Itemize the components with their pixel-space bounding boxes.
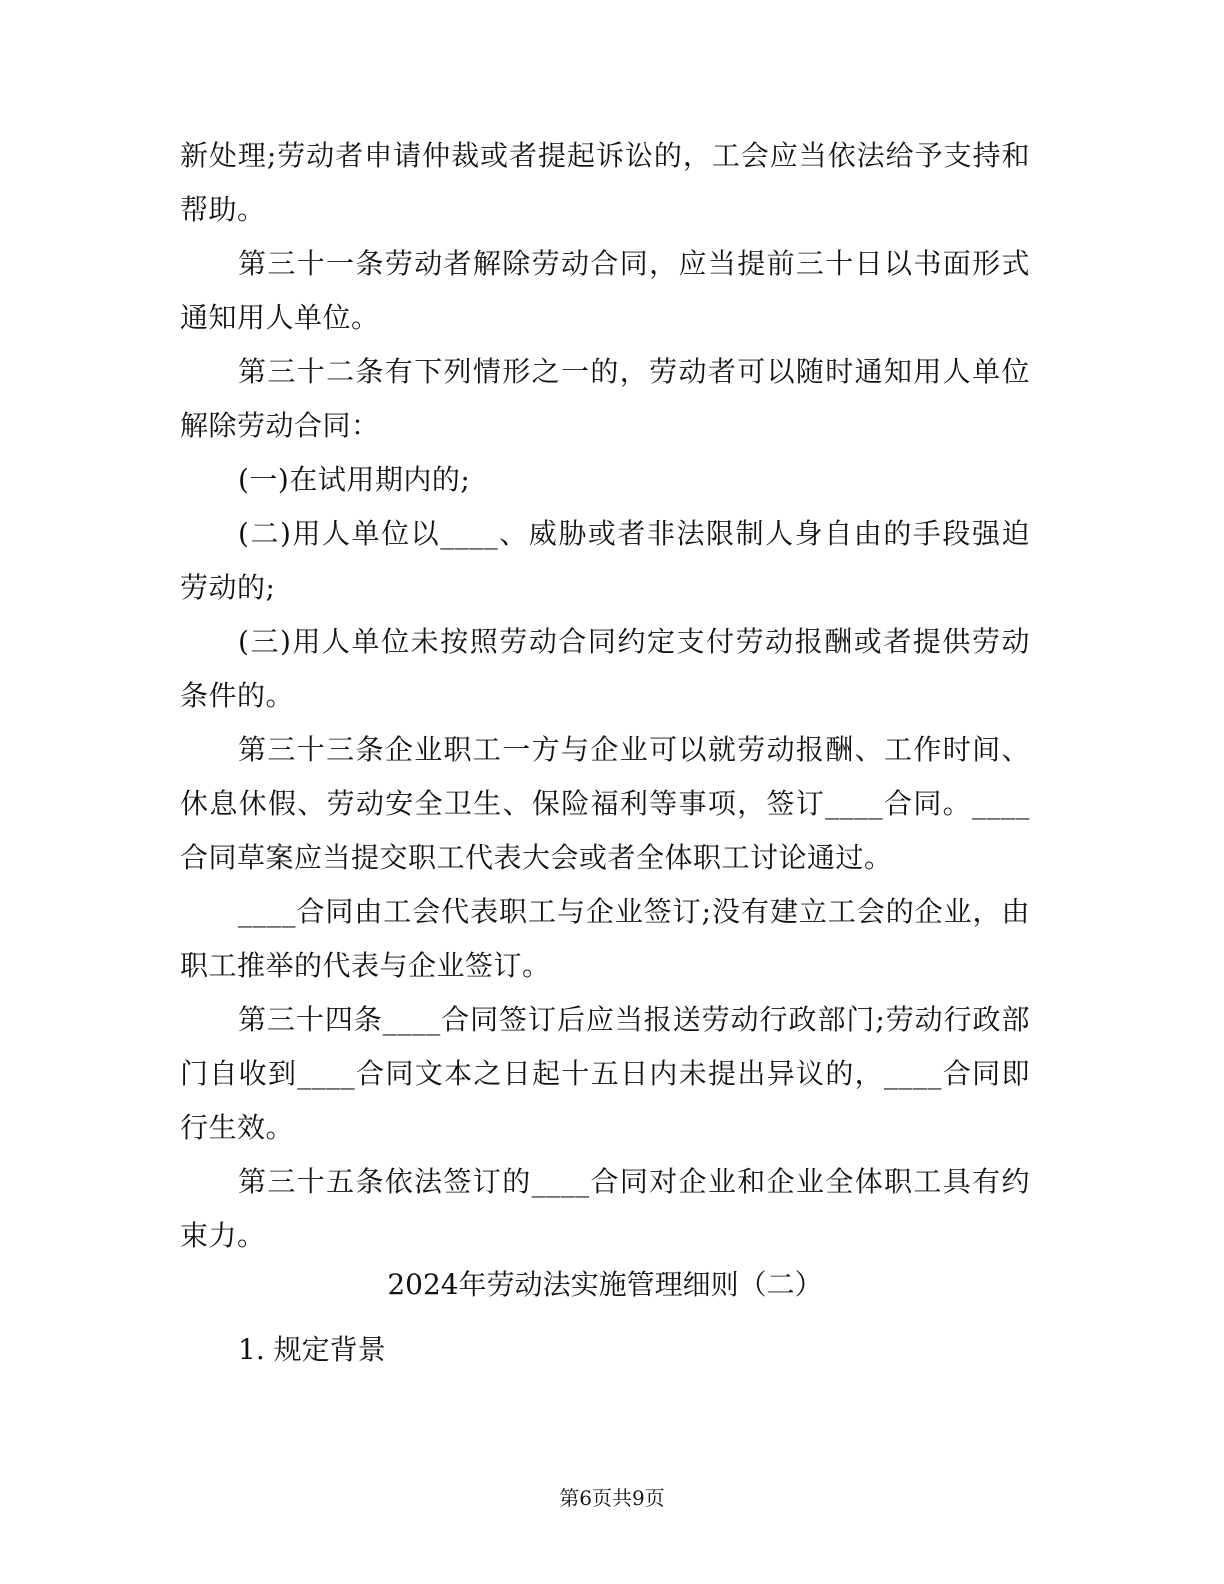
- list-item-1: (一)在试用期内的;: [238, 463, 471, 496]
- paragraph-article-33-cont: ____合同由工会代表职工与企业签订;没有建立工会的企业，由职工推举的代表与企业签订。: [180, 895, 1030, 982]
- list-item-2: (二)用人单位以____、威胁或者非法限制人身自由的手段强迫劳动的;: [180, 517, 1030, 604]
- section-heading: 2024年劳动法实施管理细则（二）: [387, 1268, 823, 1301]
- paragraph-article-35: 第三十五条依法签订的____合同对企业和企业全体职工具有约束力。: [180, 1165, 1030, 1252]
- paragraph-article-32: 第三十二条有下列情形之一的，劳动者可以随时通知用人单位解除劳动合同：: [180, 355, 1030, 442]
- paragraph-article-34: 第三十四条____合同签订后应当报送劳动行政部门;劳动行政部门自收到____合同文本之日起十五日内未提出异议的，____合同即行生效。: [180, 1003, 1030, 1144]
- list-item-3: (三)用人单位未按照劳动合同约定支付劳动报酬或者提供劳动条件的。: [180, 625, 1030, 712]
- paragraph-article-33: 第三十三条企业职工一方与企业可以就劳动报酬、工作时间、休息休假、劳动安全卫生、保险福利等事项，签订____合同。____合同草案应当提交职工代表大会或者全体职工讨论通过。: [180, 733, 1030, 874]
- paragraph-continuation: 新处理;劳动者申请仲裁或者提起诉讼的，工会应当依法给予支持和帮助。: [180, 139, 1030, 226]
- page-number-footer: 第6页共9页: [559, 1486, 665, 1510]
- body-text: [180, 129, 1030, 1263]
- paragraph-article-31: 第三十一条劳动者解除劳动合同，应当提前三十日以书面形式通知用人单位。: [180, 247, 1030, 334]
- section-subheading: 1. 规定背景: [238, 1333, 386, 1366]
